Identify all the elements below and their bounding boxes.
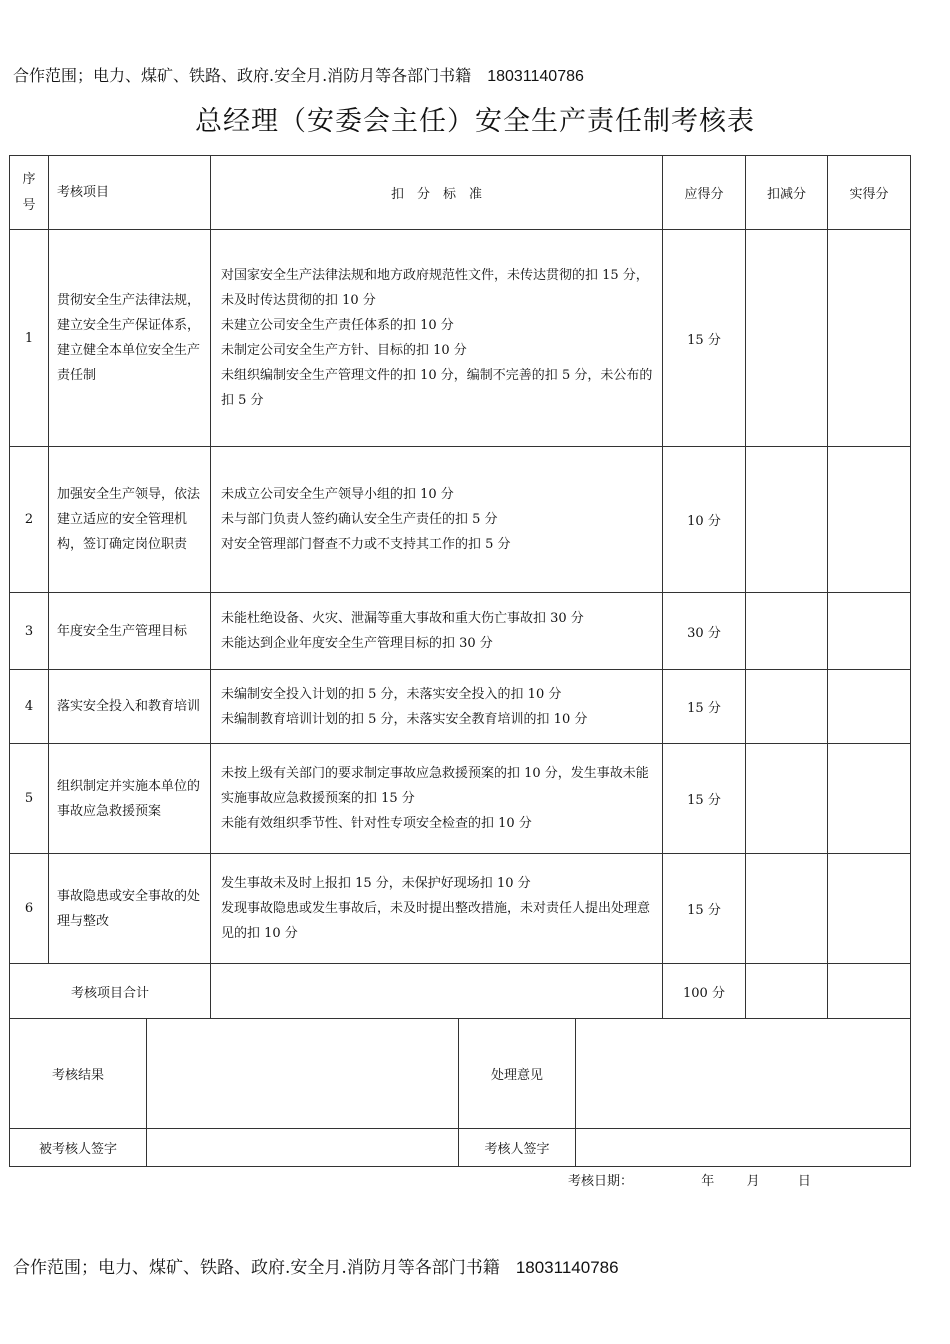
- row-item: 贯彻安全生产法律法规，建立安全生产保证体系，建立健全本单位安全生产责任制: [49, 230, 211, 447]
- total-row: [10, 964, 911, 1019]
- assessment-date: [568, 1170, 811, 1189]
- result-field[interactable]: [147, 1019, 459, 1129]
- date-label: 考核日期：: [568, 1174, 634, 1189]
- date-day: 日: [797, 1174, 811, 1189]
- row-seq: 2: [10, 447, 49, 593]
- row-actual-cell[interactable]: [828, 230, 911, 447]
- row-score: 15 分: [663, 670, 746, 744]
- scope-text: 合作范围；电力、煤矿、铁路、政府.安全月.消防月等各部门书籍: [13, 66, 472, 85]
- criteria-line: 未编制安全投入计划的扣 5 分，未落实安全投入的扣 10 分: [221, 686, 562, 702]
- table-row: [10, 447, 911, 593]
- criteria-line: 未能达到企业年度安全生产管理目标的扣 30 分: [221, 636, 493, 651]
- row-deduct-cell[interactable]: [746, 593, 828, 670]
- row-deduct-cell[interactable]: [746, 230, 828, 447]
- date-year: 年: [701, 1174, 715, 1189]
- criteria-line: 未建立公司安全生产责任体系的扣 10 分: [221, 318, 454, 333]
- examiner-sign-label: 考核人签字: [459, 1129, 576, 1167]
- row-item: 加强安全生产领导，依法建立适应的安全管理机构，签订确定岗位职责: [49, 447, 211, 593]
- summary-table: [9, 1018, 911, 1167]
- row-deduct-cell[interactable]: [746, 670, 828, 744]
- row-actual-cell[interactable]: [828, 854, 911, 964]
- criteria-line: 未成立公司安全生产领导小组的扣 10 分: [221, 487, 454, 502]
- header-item: 考核项目: [49, 156, 211, 230]
- total-score: 100 分: [663, 964, 746, 1019]
- header-row: [10, 156, 911, 230]
- criteria-line: 对安全管理部门督查不力或不支持其工作的扣 5 分: [221, 537, 511, 552]
- row-deduct-cell[interactable]: [746, 854, 828, 964]
- row-score: 15 分: [663, 854, 746, 964]
- row-seq: 5: [10, 744, 49, 854]
- row-seq: 3: [10, 593, 49, 670]
- row-score: 15 分: [663, 230, 746, 447]
- row-criteria: [211, 447, 663, 593]
- row-criteria: [211, 854, 663, 964]
- table-row: [10, 670, 911, 744]
- row-deduct-cell[interactable]: [746, 744, 828, 854]
- header-seq: 序号: [10, 156, 49, 230]
- row-criteria: [211, 670, 663, 744]
- criteria-line: 发生事故未及时上报扣 15 分，未保护好现场扣 10 分: [221, 876, 531, 891]
- opinion-field[interactable]: [576, 1019, 911, 1129]
- header-criteria: 扣 分 标 准: [211, 156, 663, 230]
- criteria-line: 未按上级有关部门的要求制定事故应急救援预案的扣 10 分，发生事故未能实施事故应急救援预案的扣 15 分: [221, 766, 649, 806]
- signature-row: [10, 1129, 911, 1167]
- criteria-line: 未组织编制安全生产管理文件的扣 10 分，编制不完善的扣 5 分，未公布的扣 5 分: [221, 368, 653, 408]
- table-row: [10, 854, 911, 964]
- row-criteria: [211, 230, 663, 447]
- header-scope-top: [13, 63, 584, 86]
- criteria-line: 发现事故隐患或发生事故后，未及时提出整改措施，未对责任人提出处理意见的扣 10 分: [221, 901, 651, 941]
- row-item: 落实安全投入和教育培训: [49, 670, 211, 744]
- scope-text: 合作范围；电力、煤矿、铁路、政府.安全月.消防月等各部门书籍: [13, 1258, 500, 1278]
- row-item: 组织制定并实施本单位的事故应急救援预案: [49, 744, 211, 854]
- criteria-line: 未能有效组织季节性、针对性专项安全检查的扣 10 分: [221, 816, 532, 831]
- row-seq: 6: [10, 854, 49, 964]
- criteria-line: 未能杜绝设备、火灾、泄漏等重大事故和重大伤亡事故扣 30 分: [221, 611, 584, 626]
- row-seq: 1: [10, 230, 49, 447]
- total-label: 考核项目合计: [10, 964, 211, 1019]
- total-actual-cell[interactable]: [828, 964, 911, 1019]
- row-actual-cell[interactable]: [828, 447, 911, 593]
- examinee-sign-label: 被考核人签字: [10, 1129, 147, 1167]
- table-row: [10, 593, 911, 670]
- row-actual-cell[interactable]: [828, 744, 911, 854]
- row-actual-cell[interactable]: [828, 670, 911, 744]
- row-actual-cell[interactable]: [828, 593, 911, 670]
- total-deduct-cell[interactable]: [746, 964, 828, 1019]
- row-criteria: [211, 593, 663, 670]
- phone-number: 18031140786: [515, 1258, 619, 1277]
- row-seq: 4: [10, 670, 49, 744]
- row-criteria: [211, 744, 663, 854]
- table-row: [10, 230, 911, 447]
- table-row: [10, 744, 911, 854]
- header-actual: 实得分: [828, 156, 911, 230]
- criteria-line: 未与部门负责人签约确认安全生产责任的扣 5 分: [221, 512, 498, 527]
- opinion-label: 处理意见: [459, 1019, 576, 1129]
- date-month: 月: [746, 1174, 760, 1189]
- header-scope-bottom: [13, 1253, 619, 1278]
- criteria-line: 对国家安全生产法律法规和地方政府规范性文件，未传达贯彻的扣 15 分，未及时传达贯彻的扣 10 分: [221, 268, 649, 308]
- examiner-sign-field[interactable]: [576, 1129, 911, 1167]
- result-row: [10, 1019, 911, 1129]
- page-title: 总经理（安委会主任）安全生产责任制考核表: [195, 106, 755, 137]
- phone-number: 18031140786: [487, 68, 584, 85]
- assessment-table: [9, 155, 911, 1019]
- row-item: 事故隐患或安全事故的处理与整改: [49, 854, 211, 964]
- criteria-line: 未制定公司安全生产方针、目标的扣 10 分: [221, 343, 467, 358]
- row-score: 10 分: [663, 447, 746, 593]
- row-item: 年度安全生产管理目标: [49, 593, 211, 670]
- row-deduct-cell[interactable]: [746, 447, 828, 593]
- total-criteria-cell: [211, 964, 663, 1019]
- row-score: 15 分: [663, 744, 746, 854]
- header-score: 应得分: [663, 156, 746, 230]
- result-label: 考核结果: [10, 1019, 147, 1129]
- criteria-line: 未编制教育培训计划的扣 5 分，未落实安全教育培训的扣 10 分: [221, 711, 588, 727]
- row-score: 30 分: [663, 593, 746, 670]
- header-deduct: 扣减分: [746, 156, 828, 230]
- examinee-sign-field[interactable]: [147, 1129, 459, 1167]
